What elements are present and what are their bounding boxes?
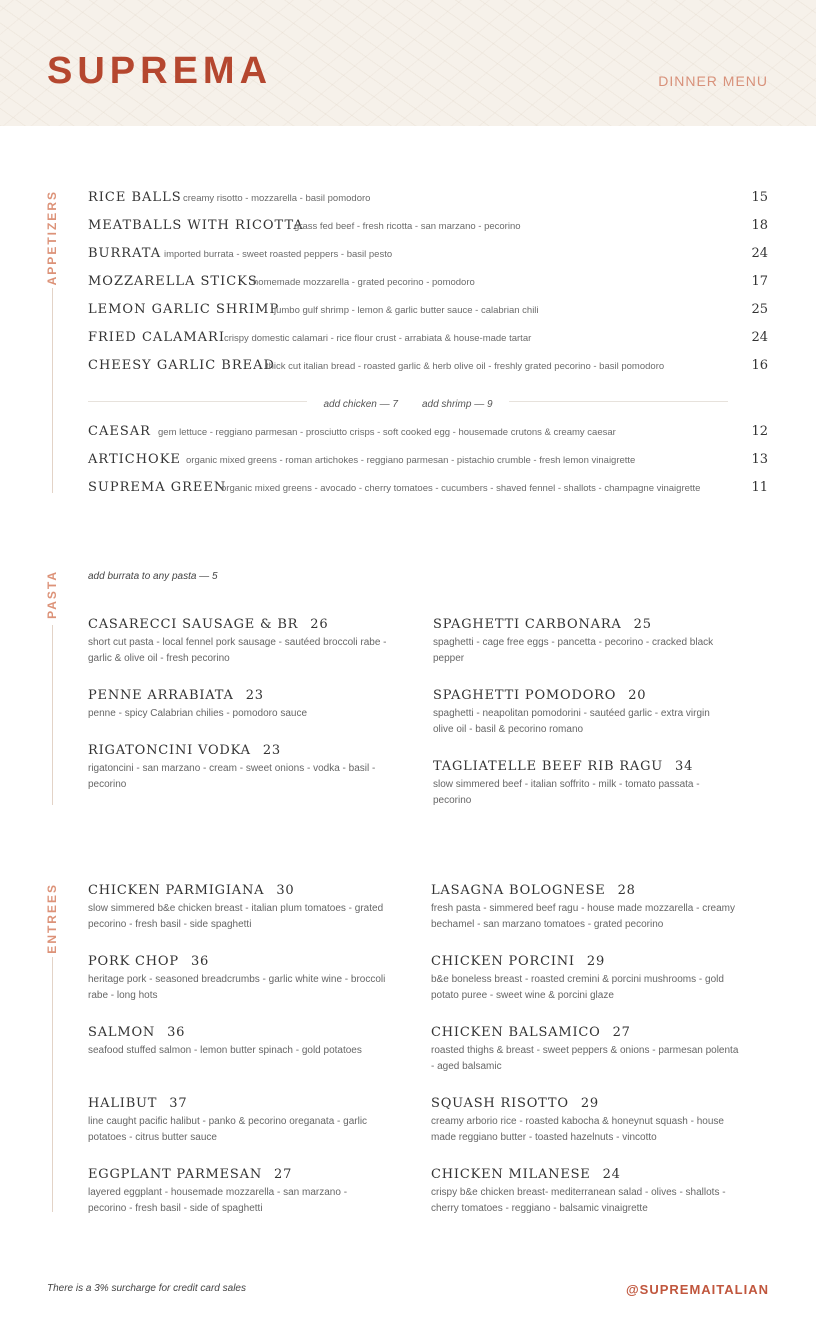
menu-item-chicken-porcini [431, 954, 741, 1004]
item-price: 23 [262, 743, 281, 758]
item-description: roasted thighs & breast - sweet peppers & onions - parmesan polenta - aged balsamic [431, 1045, 739, 1072]
item-description: creamy arborio rice - roasted kabocha & honeynut squash - house made reggiano butter - toasted hazelnuts - vincotto [431, 1116, 724, 1143]
item-price: 36 [167, 1025, 186, 1040]
item-name: CASARECCI SAUSAGE & BR [88, 617, 299, 632]
item-price: 18 [751, 218, 768, 233]
item-name: MEATBALLS WITH RICOTTA [88, 218, 304, 233]
item-description: crispy b&e chicken breast- mediterranean salad - olives - shallots - cherry tomatoes - reggiano - balsamic vinaigrette [431, 1187, 726, 1214]
item-description: seafood stuffed salmon - lemon butter spinach - gold potatoes [88, 1045, 362, 1056]
appetizers-divider-line [52, 288, 53, 493]
item-name: ARTICHOKE [88, 452, 181, 467]
item-price: 20 [628, 688, 647, 703]
item-description: rigatoncini - san marzano - cream - sweet onions - vodka - basil - pecorino [88, 763, 376, 790]
item-price: 26 [310, 617, 329, 632]
addon-chicken: add chicken — 7 [315, 399, 406, 410]
menu-item-suprema-green [88, 480, 768, 500]
social-handle: @SUPREMAITALIAN [626, 1282, 769, 1297]
item-name: SPAGHETTI CARBONARA [433, 617, 622, 632]
restaurant-logo: SUPREMA [47, 50, 273, 92]
item-name: LASAGNA BOLOGNESE [431, 883, 606, 898]
menu-type-title: DINNER MENU [658, 73, 768, 89]
item-description: jumbo gulf shrimp - lemon & garlic butter sauce - calabrian chili [274, 305, 539, 316]
item-price: 25 [751, 302, 768, 317]
menu-item-halibut [88, 1096, 388, 1146]
item-description: crispy domestic calamari - rice flour crust - arrabiata & house-made tartar [224, 333, 532, 344]
menu-item-salmon [88, 1025, 388, 1059]
item-name: BURRATA [88, 246, 162, 261]
item-description: fresh pasta - simmered beef ragu - house made mozzarella - creamy bechamel - san marzano tomatoes - grated pecorino [431, 903, 736, 930]
item-price: 16 [751, 358, 768, 373]
item-name: CHICKEN MILANESE [431, 1167, 591, 1182]
menu-item-burrata [88, 246, 768, 266]
menu-item-caesar [88, 424, 768, 444]
menu-item-penne-arrabiata [88, 688, 388, 722]
menu-item-casarecci [88, 617, 388, 667]
item-description: b&e boneless breast - roasted cremini & porcini mushrooms - gold potato puree - sweet wine & porcini glaze [431, 974, 724, 1001]
item-description: creamy risotto - mozzarella - basil pomodoro [183, 193, 371, 204]
pasta-addon-note: add burrata to any pasta — 5 [88, 571, 218, 582]
item-price: 25 [633, 617, 652, 632]
item-price: 37 [169, 1096, 188, 1111]
menu-item-mozzarella-sticks [88, 274, 768, 294]
item-description: gem lettuce - reggiano parmesan - prosciutto crisps - soft cooked egg - housemade crutons & creamy caesar [158, 427, 616, 438]
item-price: 13 [751, 452, 768, 467]
item-description: homemade mozzarella - grated pecorino - pomodoro [253, 277, 475, 288]
item-name: SUPREMA GREEN [88, 480, 227, 495]
item-description: heritage pork - seasoned breadcrumbs - garlic white wine - broccoli rabe - long hots [88, 974, 386, 1001]
item-name: CHICKEN BALSAMICO [431, 1025, 601, 1040]
item-description: penne - spicy Calabrian chilies - pomodoro sauce [88, 708, 308, 719]
pasta-divider-line [52, 625, 53, 805]
item-description: spaghetti - neapolitan pomodorini - sautéed garlic - extra virgin olive oil - basil & pecorino romano [433, 708, 710, 735]
item-price: 17 [751, 274, 768, 289]
addon-shrimp: add shrimp — 9 [414, 399, 501, 410]
menu-item-chicken-milanese [431, 1167, 741, 1217]
menu-item-lemon-garlic-shrimp [88, 302, 768, 322]
item-description: slow simmered b&e chicken breast - italian plum tomatoes - grated pecorino - fresh basil - side spaghetti [88, 903, 384, 930]
item-name: CAESAR [88, 424, 151, 439]
item-name: CHICKEN PORCINI [431, 954, 575, 969]
item-price: 27 [612, 1025, 631, 1040]
entrees-divider-line [52, 957, 53, 1212]
item-price: 29 [580, 1096, 599, 1111]
item-price: 23 [245, 688, 264, 703]
menu-item-pork-chop [88, 954, 388, 1004]
menu-item-cheesy-garlic-bread [88, 358, 768, 378]
item-description: thick cut italian bread - roasted garlic & herb olive oil - freshly grated pecorino - basil pomodoro [266, 361, 665, 372]
item-description: spaghetti - cage free eggs - pancetta - pecorino - cracked black pepper [433, 637, 714, 664]
item-name: HALIBUT [88, 1096, 158, 1111]
item-name: SQUASH RISOTTO [431, 1096, 569, 1111]
item-description: line caught pacific halibut - panko & pecorino oreganata - garlic potatoes - citrus butter sauce [88, 1116, 368, 1143]
menu-item-spaghetti-carbonara [433, 617, 733, 667]
item-description: layered eggplant - housemade mozzarella - san marzano - pecorino - fresh basil - side of spaghetti [88, 1187, 348, 1214]
menu-item-lasagna-bolognese [431, 883, 741, 933]
item-price: 12 [751, 424, 768, 439]
item-price: 29 [586, 954, 606, 969]
appetizers-section-label: APPETIZERS [45, 190, 59, 286]
item-price: 15 [751, 190, 768, 205]
item-name: LEMON GARLIC SHRIMP [88, 302, 280, 317]
item-name: FRIED CALAMARI [88, 330, 225, 345]
menu-item-rice-balls [88, 190, 768, 210]
item-description: organic mixed greens - roman artichokes - reggiano parmesan - pistachio crumble - fresh lemon vinaigrette [186, 455, 636, 466]
item-name: CHEESY GARLIC BREAD [88, 358, 275, 373]
menu-item-rigatoncini-vodka [88, 743, 388, 793]
item-price: 36 [190, 954, 210, 969]
item-price: 27 [274, 1167, 293, 1182]
item-name: MOZZARELLA STICKS [88, 274, 258, 289]
menu-item-spaghetti-pomodoro [433, 688, 733, 738]
menu-item-squash-risotto [431, 1096, 741, 1146]
menu-item-tagliatelle-ragu [433, 759, 733, 809]
entrees-section-label: ENTREES [45, 883, 59, 954]
item-price: 11 [751, 480, 768, 495]
menu-item-fried-calamari [88, 330, 768, 350]
item-description: imported burrata - sweet roasted peppers - basil pesto [164, 249, 393, 260]
item-name: RIGATONCINI VODKA [88, 743, 251, 758]
item-description: grass fed beef - fresh ricotta - san marzano - pecorino [294, 221, 521, 232]
item-price: 28 [617, 883, 636, 898]
protein-addons [0, 394, 816, 412]
item-description: short cut pasta - local fennel pork sausage - sautéed broccoli rabe - garlic & olive oil - fresh pecorino [88, 637, 387, 664]
item-price: 24 [751, 330, 768, 345]
item-price: 30 [276, 883, 295, 898]
item-name: TAGLIATELLE BEEF RIB RAGU [433, 759, 664, 774]
menu-item-artichoke [88, 452, 768, 472]
item-description: organic mixed greens - avocado - cherry tomatoes - cucumbers - shaved fennel - shallots - champagne vinaigrette [221, 483, 701, 494]
item-name: RICE BALLS [88, 190, 182, 205]
item-name: SPAGHETTI POMODORO [433, 688, 617, 703]
item-price: 34 [675, 759, 694, 774]
item-name: SALMON [88, 1025, 156, 1040]
item-name: EGGPLANT PARMESAN [88, 1167, 263, 1182]
item-name: CHICKEN PARMIGIANA [88, 883, 265, 898]
menu-item-meatballs [88, 218, 768, 238]
item-price: 24 [602, 1167, 621, 1182]
menu-item-chicken-parmigiana [88, 883, 388, 933]
item-description: slow simmered beef - italian soffrito - milk - tomato passata - pecorino [433, 779, 700, 806]
item-price: 24 [751, 246, 768, 261]
surcharge-note: There is a 3% surcharge for credit card sales [47, 1283, 246, 1294]
menu-item-eggplant-parmesan [88, 1167, 388, 1217]
pasta-section-label: PASTA [45, 570, 59, 619]
item-name: PORK CHOP [88, 954, 179, 969]
menu-item-chicken-balsamico [431, 1025, 741, 1075]
item-name: PENNE ARRABIATA [88, 688, 234, 703]
